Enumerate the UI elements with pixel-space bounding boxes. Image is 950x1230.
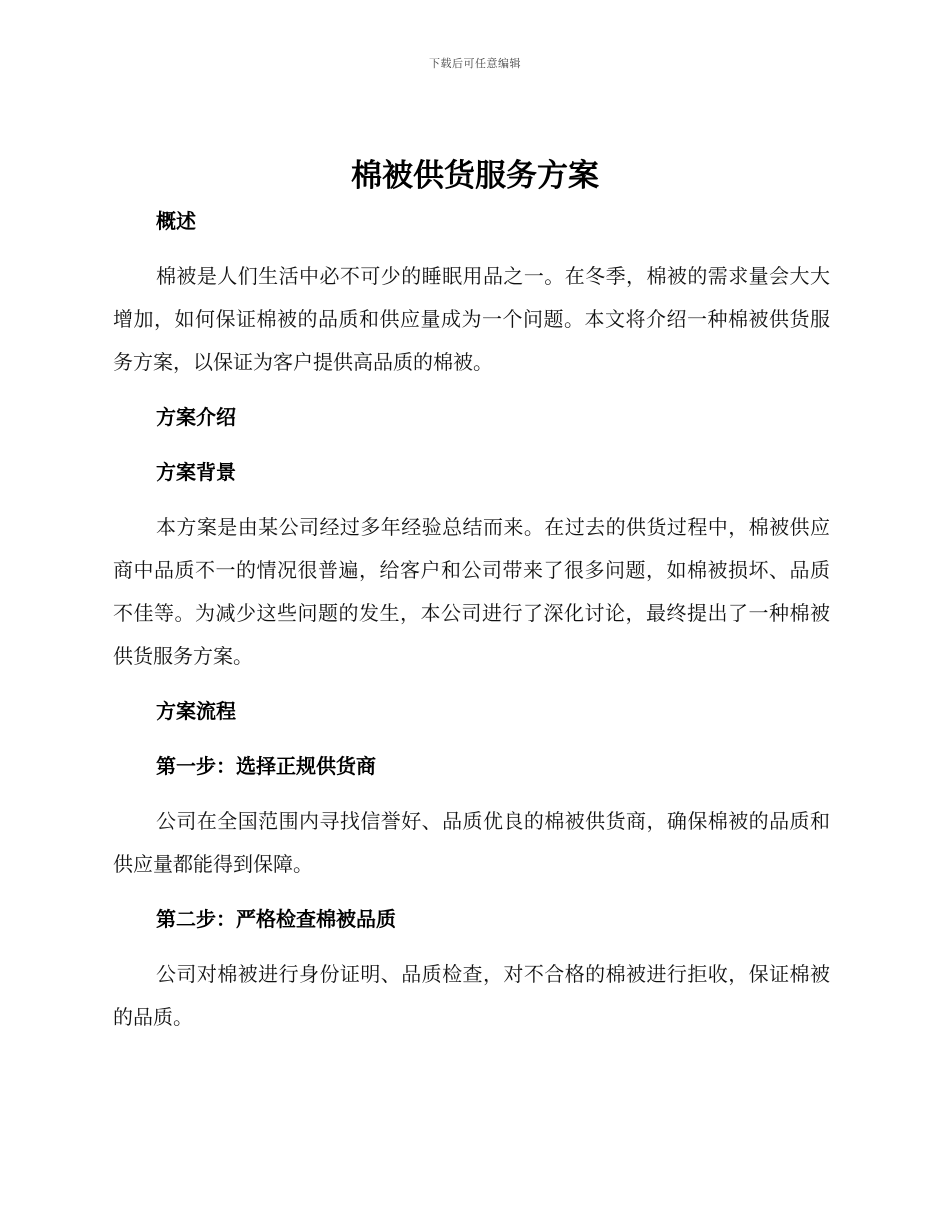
section-heading-step1: 第一步：选择正规供货商 — [156, 754, 376, 778]
spacer — [113, 941, 830, 953]
paragraph-step1: 公司在全国范围内寻找信誉好、品质优良的棉被供货商，确保棉被的品质和供应量都能得到保障。 — [113, 809, 830, 876]
spacer — [113, 494, 830, 506]
spacer — [113, 733, 830, 745]
spacer — [113, 384, 830, 396]
spacer — [113, 678, 830, 690]
section-heading-step2: 第二步：严格检查棉被品质 — [156, 907, 396, 931]
paragraph-overview: 棉被是人们生活中必不可少的睡眠用品之一。在冬季，棉被的需求量会大大增加，如何保证棉被的品质和供应量成为一个问题。本文将介绍一种棉被供货服务方案，以保证为客户提供高品质的棉被。 — [113, 264, 830, 374]
paragraph-background: 本方案是由某公司经过多年经验总结而来。在过去的供货过程中，棉被供应商中品质不一的情况很普遍，给客户和公司带来了很多问题，如棉被损坏、品质不佳等。为减少这些问题的发生，本公司进行了深化讨论，最终提出了一种棉被供货服务方案。 — [113, 515, 830, 668]
page-header-note: 下载后可任意编辑 — [429, 57, 521, 70]
section-heading-background: 方案背景 — [156, 460, 236, 484]
document-title: 棉被供货服务方案 — [351, 158, 599, 194]
section-heading-process: 方案流程 — [156, 699, 236, 723]
section-heading-intro: 方案介绍 — [156, 405, 236, 429]
spacer — [113, 243, 830, 255]
document-body — [113, 200, 830, 1039]
paragraph-step2: 公司对棉被进行身份证明、品质检查，对不合格的棉被进行拒收，保证棉被的品质。 — [113, 962, 830, 1029]
spacer — [113, 788, 830, 800]
section-heading-overview: 概述 — [156, 209, 196, 233]
spacer — [113, 886, 830, 898]
spacer — [113, 439, 830, 451]
